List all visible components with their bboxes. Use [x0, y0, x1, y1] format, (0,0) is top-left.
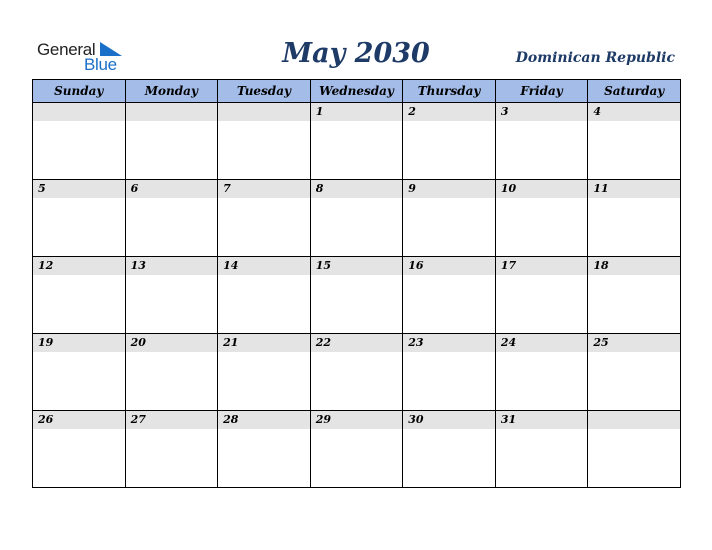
- day-cell: [403, 334, 496, 411]
- day-number: 17: [496, 257, 588, 275]
- weekday-header-row: [33, 80, 681, 103]
- day-number: 18: [588, 257, 680, 275]
- weekday-header: Saturday: [588, 80, 681, 103]
- day-cell: [495, 257, 588, 334]
- day-cell: [495, 411, 588, 488]
- day-number: 30: [403, 411, 495, 429]
- weekday-header: Monday: [125, 80, 218, 103]
- day-number: 19: [33, 334, 125, 352]
- day-number: 29: [311, 411, 403, 429]
- week-row: [33, 180, 681, 257]
- day-cell: [33, 180, 126, 257]
- day-cell: [403, 180, 496, 257]
- day-number: 25: [588, 334, 680, 352]
- day-cell: [403, 257, 496, 334]
- day-number: 1: [311, 103, 403, 121]
- day-number: 2: [403, 103, 495, 121]
- day-number: 4: [588, 103, 680, 121]
- day-number: [33, 103, 125, 121]
- day-number: [126, 103, 218, 121]
- day-cell: [495, 103, 588, 180]
- day-cell: [310, 180, 403, 257]
- week-row: [33, 411, 681, 488]
- weekday-header: Tuesday: [218, 80, 311, 103]
- day-cell: [588, 257, 681, 334]
- day-cell: [588, 180, 681, 257]
- day-number: 8: [311, 180, 403, 198]
- day-number: 12: [33, 257, 125, 275]
- day-number: 7: [218, 180, 310, 198]
- weekday-header: Sunday: [33, 80, 126, 103]
- day-number: 9: [403, 180, 495, 198]
- day-number: 20: [126, 334, 218, 352]
- week-row: [33, 334, 681, 411]
- month-calendar-grid: [32, 79, 681, 488]
- day-number: 10: [496, 180, 588, 198]
- day-cell: [218, 257, 311, 334]
- day-cell: [33, 334, 126, 411]
- day-cell: [125, 180, 218, 257]
- day-cell: [125, 257, 218, 334]
- day-number: 11: [588, 180, 680, 198]
- day-number: 27: [126, 411, 218, 429]
- country-name: Dominican Republic: [515, 50, 675, 66]
- day-number: 24: [496, 334, 588, 352]
- day-cell: [310, 334, 403, 411]
- day-cell: [218, 180, 311, 257]
- day-number: [588, 411, 680, 429]
- day-number: 6: [126, 180, 218, 198]
- day-cell: [310, 103, 403, 180]
- day-number: 13: [126, 257, 218, 275]
- logo-word-general: General: [37, 40, 96, 59]
- day-cell: [218, 334, 311, 411]
- day-number: 15: [311, 257, 403, 275]
- day-cell: [125, 103, 218, 180]
- logo-word-blue: Blue: [84, 55, 117, 74]
- day-number: 21: [218, 334, 310, 352]
- day-cell: [33, 103, 126, 180]
- calendar-title: May 2030: [282, 38, 430, 69]
- day-number: 3: [496, 103, 588, 121]
- day-cell: [218, 411, 311, 488]
- week-row: [33, 103, 681, 180]
- day-cell: [33, 411, 126, 488]
- day-cell: [218, 103, 311, 180]
- weekday-header: Friday: [495, 80, 588, 103]
- day-cell: [588, 103, 681, 180]
- day-number: 22: [311, 334, 403, 352]
- day-cell: [33, 257, 126, 334]
- day-cell: [495, 180, 588, 257]
- weekday-header: Wednesday: [310, 80, 403, 103]
- day-cell: [310, 257, 403, 334]
- day-number: 26: [33, 411, 125, 429]
- day-number: 16: [403, 257, 495, 275]
- day-cell: [310, 411, 403, 488]
- day-cell: [588, 334, 681, 411]
- day-number: 31: [496, 411, 588, 429]
- day-number: 23: [403, 334, 495, 352]
- day-cell: [495, 334, 588, 411]
- day-number: [218, 103, 310, 121]
- week-row: [33, 257, 681, 334]
- day-number: 14: [218, 257, 310, 275]
- day-cell: [125, 411, 218, 488]
- day-cell: [588, 411, 681, 488]
- weekday-header: Thursday: [403, 80, 496, 103]
- day-number: 28: [218, 411, 310, 429]
- day-cell: [125, 334, 218, 411]
- day-number: 5: [33, 180, 125, 198]
- day-cell: [403, 411, 496, 488]
- day-cell: [403, 103, 496, 180]
